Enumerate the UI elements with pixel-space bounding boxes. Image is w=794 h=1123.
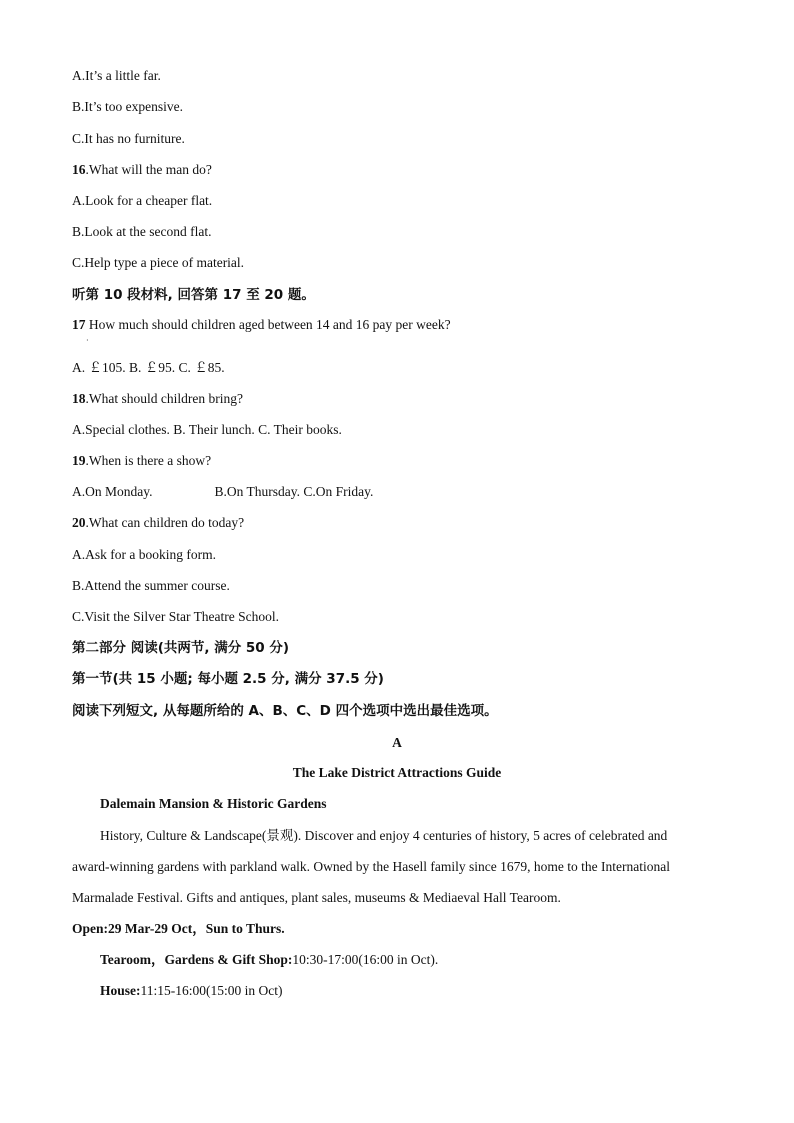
house-label: House: (100, 983, 141, 998)
tearoom-label: Tearoom，Gardens & Gift Shop: (100, 952, 293, 967)
q19-options (72, 483, 373, 501)
q15-option-b: B.It’s too expensive. (72, 99, 183, 114)
q19-number: 19 (72, 453, 86, 468)
q16-text: .What will the man do? (85, 162, 212, 177)
open-dates: Open:29 Mar-29 Oct，Sun to Thurs. (72, 921, 285, 936)
q20-question (72, 514, 244, 532)
q16-option-a: A.Look for a cheaper flat. (72, 193, 213, 208)
paragraph-line-1: History, Culture & Landscape(景观). Discover and enjoy 4 centuries of history, 5 acres of celebrated and (100, 828, 668, 843)
q17-options: A. ￡105. B. ￡95. C. ￡85. (72, 360, 225, 375)
passage-letter: A (392, 735, 402, 750)
passage-title: The Lake District Attractions Guide (292, 765, 502, 780)
house-hours (100, 982, 282, 1000)
q19-question (72, 452, 211, 470)
q19-option-bc: B.On Thursday. C.On Friday. (214, 484, 374, 499)
q18-text: .What should children bring? (85, 391, 243, 406)
reading-instructions: 阅读下列短文, 从每题所给的 A、B、C、D 四个选项中选出最佳选项。 (72, 703, 498, 719)
q17-question (72, 316, 451, 334)
q15-option-c: C.It has no furniture. (72, 131, 185, 146)
paragraph-line-2: award-winning gardens with parkland walk. Owned by the Hasell family since 1679, home to the International (72, 859, 670, 874)
part2-heading: 第二部分 阅读(共两节, 满分 50 分) (72, 640, 290, 656)
q19-option-a: A.On Monday. (72, 484, 153, 499)
passage-subtitle: Dalemain Mansion & Historic Gardens (100, 796, 327, 811)
stray-dot: · (86, 336, 89, 345)
q16-option-b: B.Look at the second flat. (72, 224, 212, 239)
q20-option-c: C.Visit the Silver Star Theatre School. (72, 609, 280, 624)
section10-heading: 听第 10 段材料, 回答第 17 至 20 题。 (72, 287, 315, 303)
tearoom-value: 10:30-17:00(16:00 in Oct). (292, 952, 439, 967)
house-value: 11:15-16:00(15:00 in Oct) (140, 983, 283, 998)
q20-number: 20 (72, 515, 86, 530)
q17-text: How much should children aged between 14 and 16 pay per week? (85, 317, 451, 332)
q16-number: 16 (72, 162, 86, 177)
q15-option-a: A.It’s a little far. (72, 68, 161, 83)
q19-text: .When is there a show? (85, 453, 212, 468)
q18-question (72, 390, 243, 408)
q20-option-b: B.Attend the summer course. (72, 578, 230, 593)
q18-options: A.Special clothes. B. Their lunch. C. Their books. (72, 422, 342, 437)
q18-number: 18 (72, 391, 86, 406)
q16-option-c: C.Help type a piece of material. (72, 255, 245, 270)
section1-heading: 第一节(共 15 小题; 每小题 2.5 分, 满分 37.5 分) (72, 671, 384, 687)
q16-question (72, 161, 212, 179)
tearoom-hours (100, 951, 438, 969)
q20-option-a: A.Ask for a booking form. (72, 547, 216, 562)
q17-number: 17 (72, 317, 86, 332)
q20-text: .What can children do today? (85, 515, 245, 530)
paragraph-line-3: Marmalade Festival. Gifts and antiques, plant sales, museums & Mediaeval Hall Tearoom. (72, 890, 561, 905)
